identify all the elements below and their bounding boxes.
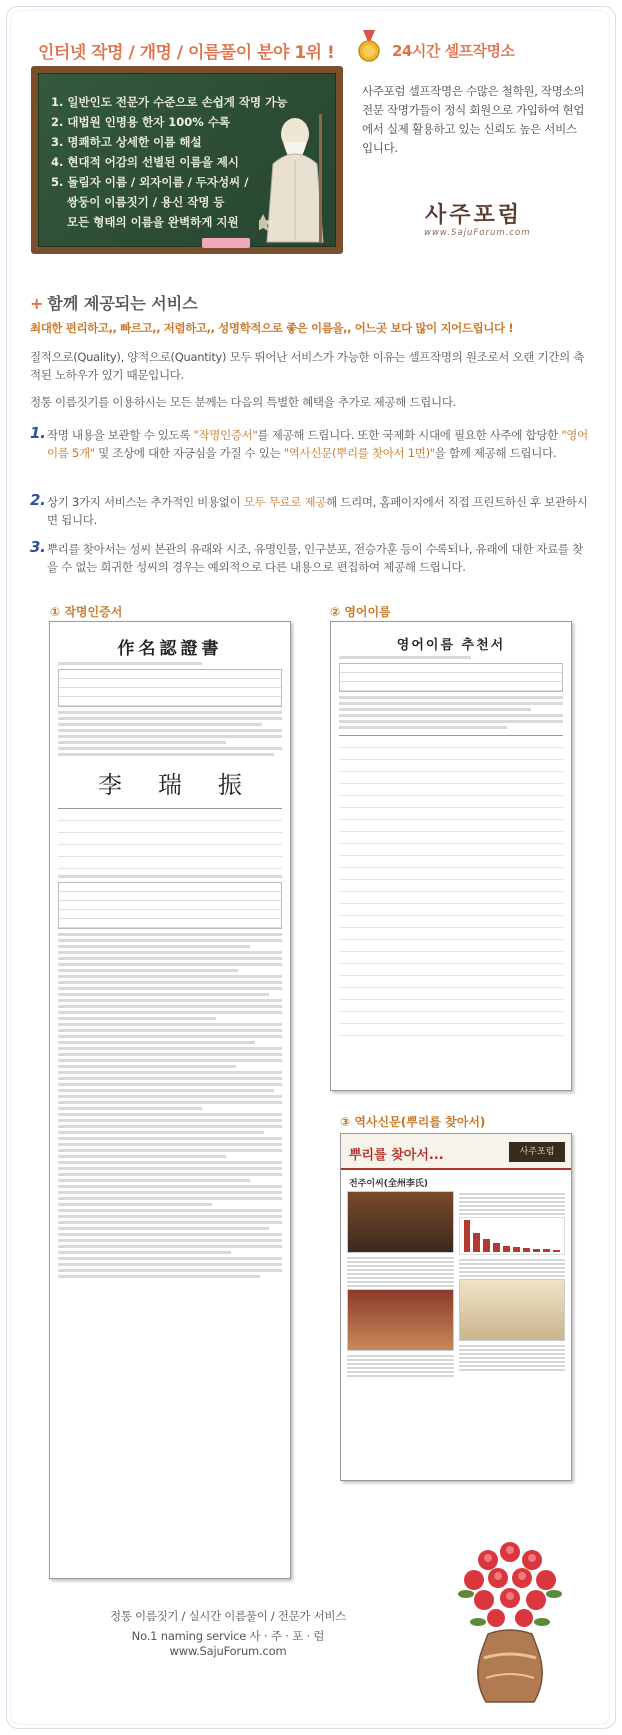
name-char: 瑞 — [158, 771, 182, 799]
ceremony-image — [347, 1289, 454, 1351]
self-naming-badge: 24시간 셀프작명소 — [392, 42, 515, 60]
document-image — [459, 1279, 566, 1341]
chart-bar — [533, 1249, 540, 1252]
benefit-paragraph: 정통 이름짓기를 이용하시는 모든 분께는 다음의 특별한 혜택을 추가로 제공해 드립니다. — [30, 395, 457, 409]
benefit-item-2: 2. 상기 3가지 서비스는 추가적인 비용없이 모두 무료로 제공해 드리며, 홈페이지에서 직접 프린트하신 후 보관하시면 됩니다. — [30, 491, 588, 527]
feature-item: 모든 형태의 이름을 완벽하게 지원 — [51, 215, 239, 229]
section-title: + 함께 제공되는 서비스 — [30, 294, 198, 313]
chalkboard — [31, 66, 343, 254]
medal-icon — [356, 30, 382, 64]
main-headline: 인터넷 작명 / 개명 / 이름풀이 분야 1위 ! — [38, 43, 335, 63]
name-char: 李 — [98, 771, 122, 799]
site-logo: 사주포럼 — [425, 202, 523, 228]
flower-vase-icon — [448, 1538, 572, 1706]
feature-list — [51, 92, 287, 232]
section-headline: 최대한 편리하고,, 빠르고,, 저렴하고,, 성명학적으로 좋은 이름을,, 어느곳 보다 많이 지어드립니다 ! — [30, 321, 514, 335]
feature-item: 2. 대법원 인명용 한자 100% 수록 — [51, 115, 231, 129]
site-url: www.SajuForum.com — [424, 228, 531, 238]
name-characters — [50, 759, 290, 802]
plus-icon: + — [30, 294, 44, 313]
chart-bar — [553, 1250, 560, 1252]
chart-bar — [503, 1246, 510, 1252]
news-subtitle: 전주이씨(全州李氏) — [349, 1179, 429, 1189]
sample-label-english-name: ② 영어이름 — [330, 605, 391, 619]
feature-item: 3. 명쾌하고 상세한 이름 해설 — [51, 135, 202, 149]
chart-bar — [513, 1247, 520, 1252]
benefit-item-1: 1. 작명 내용을 보관할 수 있도록 "작명인증서"를 제공해 드립니다. 또한 국제화 시대에 필요한 사주에 합당한 "영어이름 5개" 및 조상에 대한 자긍심을 가질 수 있는 "역사신문(뿌리를 찾아서 1면)"을 함께 제공해 드립니다. — [30, 424, 588, 460]
sample-label-certificate: ① 작명인증서 — [50, 605, 123, 619]
history-news-preview[interactable] — [340, 1133, 572, 1481]
english-name-title: 영어이름 추천서 — [396, 638, 506, 653]
certificate-preview[interactable] — [49, 621, 291, 1579]
chart-bar — [523, 1248, 530, 1252]
chart-bar — [464, 1220, 471, 1252]
english-name-preview[interactable] — [330, 621, 572, 1091]
feature-item: 1. 일반인도 전문가 수준으로 손쉽게 작명 가능 — [51, 95, 288, 109]
chart-bar — [543, 1249, 550, 1252]
chart-bar — [493, 1243, 500, 1252]
sage-illustration — [259, 104, 329, 244]
chart-bar — [473, 1233, 480, 1252]
benefit-item-3: 3. 뿌리를 찾아서는 성씨 본관의 유래와 시조, 유명인물, 인구분포, 전승가훈 등이 수록되나, 유래에 대한 자료를 찾을 수 없는 희귀한 성씨의 경우는 예외적으로 다른 내용으로 편집하여 제공해 드립니다. — [30, 538, 583, 574]
population-chart — [459, 1217, 566, 1255]
name-char: 振 — [218, 771, 242, 799]
number-badge: 2. — [30, 491, 46, 509]
feature-item: 쌍둥이 이름짓기 / 용신 작명 등 — [51, 195, 225, 209]
certificate-title: 作名認證書 — [117, 639, 223, 659]
quality-paragraph: 질적으로(Quality), 양적으로(Quantity) 모두 뛰어난 서비스가 가능한 이유는 셀프작명의 원조로서 오랜 기간의 축적된 노하우가 있기 때문입니다. — [30, 350, 585, 382]
intro-description: 사주포럼 셀프작명은 수많은 철학원, 작명소의 전문 작명가들이 정식 회원으로 가입하여 현업에서 실제 활용하고 있는 신뢰도 높은 서비스입니다. — [362, 84, 585, 155]
news-title: 뿌리를 찾아서... — [349, 1148, 444, 1163]
number-badge: 1. — [30, 424, 46, 442]
chart-bar — [483, 1239, 490, 1252]
feature-item: 4. 현대적 어감의 선별된 이름을 제시 — [51, 155, 239, 169]
feature-item: 5. 돌림자 이름 / 외자이름 / 두자성씨 / — [51, 175, 249, 189]
number-badge: 3. — [30, 538, 46, 556]
footer-tagline: 정통 이름짓기 / 실시간 이름풀이 / 전문가 서비스 — [109, 1609, 346, 1623]
chalk-eraser — [202, 238, 250, 248]
portrait-image — [347, 1191, 454, 1253]
news-logo: 사주포럼 — [509, 1142, 565, 1162]
footer-brand: No.1 naming service 사 · 주 · 포 · 럼 www.SajuForum.com — [131, 1629, 325, 1658]
sample-label-history-news: ③ 역사신문(뿌리를 찾아서) — [340, 1115, 486, 1129]
